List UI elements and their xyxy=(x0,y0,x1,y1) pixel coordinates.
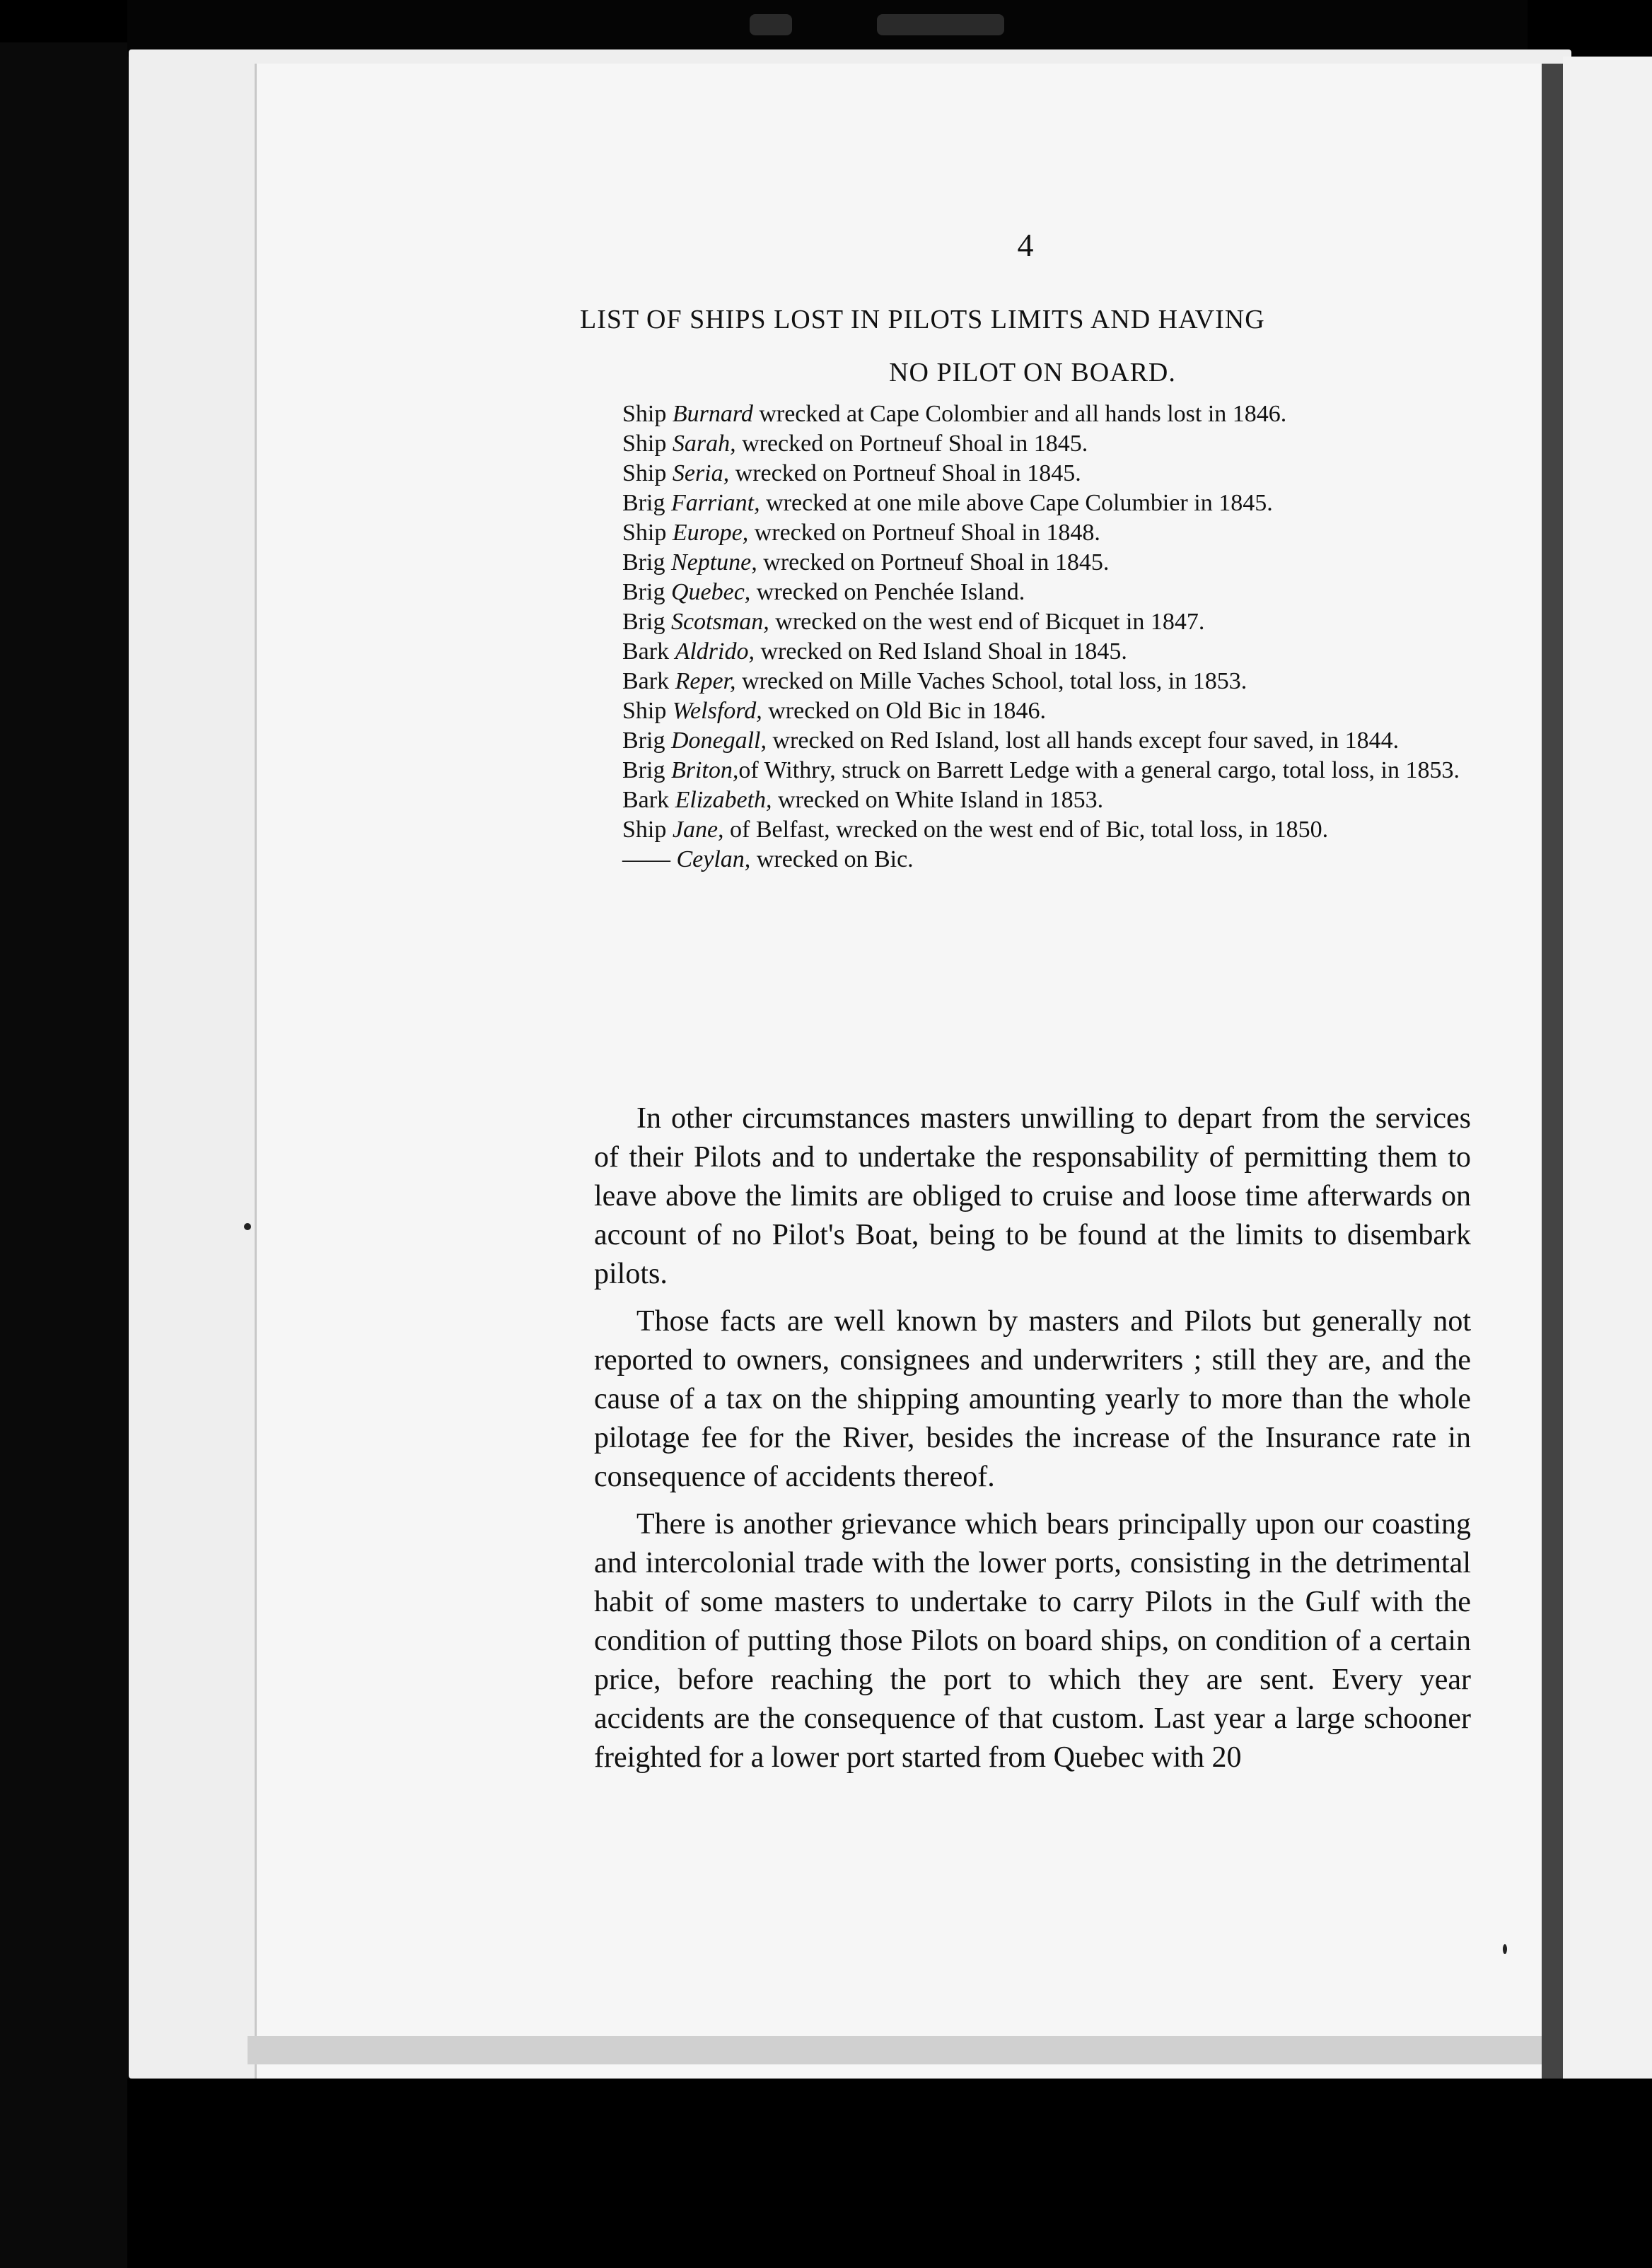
vessel-name: Elizabeth, xyxy=(675,787,772,813)
wreck-entry xyxy=(594,756,1471,785)
wreck-entry xyxy=(594,489,1471,518)
wreck-detail: wrecked on Penchée Island. xyxy=(750,579,1025,605)
vessel-type: Brig xyxy=(622,757,665,783)
list-heading-line-1: LIST OF SHIPS LOST IN PILOTS LIMITS AND HAVING xyxy=(580,305,1265,334)
wreck-entry xyxy=(594,726,1471,756)
vessel-name: Burnard xyxy=(672,401,753,427)
wreck-detail: wrecked on Bic. xyxy=(750,846,914,872)
paragraph: In other circumstances masters unwilling to depart from the services of their Pilots and to undertake the responsability of permitting them to leave above the limits are obliged to cruise and loose time afterwards on account of no Pilot's Boat, being to be found at the limits to disembark pilots. xyxy=(594,1102,1471,1290)
wreck-entry xyxy=(594,548,1471,578)
wreck-detail: wrecked on Old Bic in 1846. xyxy=(762,698,1047,724)
top-binding-strip xyxy=(127,0,1528,57)
wreck-list xyxy=(594,399,1471,875)
wreck-detail: wrecked on Mille Vaches School, total loss, in 1853. xyxy=(735,668,1247,694)
vessel-name: Donegall, xyxy=(670,727,767,754)
wreck-entry xyxy=(594,607,1471,637)
vessel-type: Bark xyxy=(622,668,670,694)
vessel-type: Brig xyxy=(622,727,665,754)
wreck-detail: wrecked at Cape Colombier and all hands lost in 1846. xyxy=(752,401,1287,427)
wreck-detail: wrecked on Red Island Shoal in 1845. xyxy=(755,638,1127,665)
ink-spot xyxy=(244,1223,251,1230)
page-bottom-shadow xyxy=(248,2036,1549,2064)
wreck-entry xyxy=(594,815,1471,845)
wreck-entry xyxy=(594,399,1471,429)
wreck-detail: wrecked on Portneuf Shoal in 1848. xyxy=(748,520,1100,546)
vessel-name: Europe, xyxy=(672,520,749,546)
wreck-entry xyxy=(594,785,1471,815)
wreck-entry xyxy=(594,845,1471,875)
vessel-type: Ship xyxy=(622,817,667,843)
wreck-detail: wrecked on Red Island, lost all hands except four saved, in 1844. xyxy=(767,727,1400,754)
wreck-entry xyxy=(594,429,1471,459)
wreck-entry xyxy=(594,637,1471,667)
ink-spot xyxy=(1503,1944,1507,1954)
wreck-detail: wrecked on Portneuf Shoal in 1845. xyxy=(729,460,1081,486)
wreck-detail: wrecked at one mile above Cape Columbier in 1845. xyxy=(760,490,1273,516)
wreck-detail: wrecked on White Island in 1853. xyxy=(772,787,1104,813)
paragraph: There is another grievance which bears principally upon our coasting and intercolonial trade with the lower ports, consisting in the detrimental habit of some masters to undertake to carry Pilots in the Gulf with the condition of putting those Pilots on board ships, on condition of a certain price, before reaching the port to which they are sent. Every year accidents are the consequence of that custom. Last year a large schooner freighted for a lower port started from Quebec with 20 xyxy=(594,1508,1471,1774)
vessel-name: Reper, xyxy=(675,668,736,694)
wreck-entry xyxy=(594,459,1471,489)
vessel-name: Sarah, xyxy=(672,431,736,457)
page-number: 4 xyxy=(1017,227,1034,263)
wreck-detail: of Belfast, wrecked on the west end of Bic, total loss, in 1850. xyxy=(723,817,1329,843)
wreck-detail: of Withry, struck on Barrett Ledge with a general cargo, total loss, in 1853. xyxy=(738,757,1460,783)
vessel-type: Brig xyxy=(622,609,665,635)
vessel-name: Ceylan, xyxy=(676,846,751,872)
left-margin xyxy=(0,42,134,2268)
vessel-type: Brig xyxy=(622,490,665,516)
vessel-type: Brig xyxy=(622,579,665,605)
wreck-entry xyxy=(594,518,1471,548)
vessel-name: Scotsman, xyxy=(670,609,769,635)
vessel-type: Ship xyxy=(622,520,667,546)
paragraph: Those facts are well known by masters and Pilots but generally not reported to owners, consignees and underwriters ; still they are, and the cause of a tax on the shipping amounting yearly to more than the whole pilotage fee for the River, besides the increase of the Insurance rate in consequence of accidents thereof. xyxy=(594,1305,1471,1493)
vessel-name: Briton, xyxy=(670,757,739,783)
wreck-entry xyxy=(594,696,1471,726)
binding-mark xyxy=(750,14,792,35)
gutter-band xyxy=(1542,64,1563,2079)
vessel-name: Seria, xyxy=(672,460,730,486)
binding-mark xyxy=(877,14,1004,35)
vessel-type: Ship xyxy=(622,460,667,486)
vessel-type: Brig xyxy=(622,549,665,575)
vessel-type: Ship xyxy=(622,431,667,457)
list-heading-line-2: NO PILOT ON BOARD. xyxy=(889,358,1176,387)
vessel-name: Aldrido, xyxy=(675,638,755,665)
vessel-type: Bark xyxy=(622,638,670,665)
wreck-entry xyxy=(594,667,1471,696)
vessel-name: Neptune, xyxy=(670,549,757,575)
wreck-detail: wrecked on the west end of Bicquet in 1847. xyxy=(769,609,1205,635)
wreck-detail: wrecked on Portneuf Shoal in 1845. xyxy=(735,431,1088,457)
vessel-name: Jane, xyxy=(672,817,724,843)
vessel-type: —— xyxy=(622,846,670,872)
wreck-entry xyxy=(594,578,1471,607)
vessel-name: Farriant, xyxy=(670,490,760,516)
vessel-type: Ship xyxy=(622,698,667,724)
adjacent-page xyxy=(1563,57,1652,2079)
wreck-detail: wrecked on Portneuf Shoal in 1845. xyxy=(757,549,1110,575)
vessel-type: Ship xyxy=(622,401,667,427)
vessel-name: Quebec, xyxy=(670,579,751,605)
vessel-type: Bark xyxy=(622,787,670,813)
body-text xyxy=(594,1099,1471,1777)
bottom-binding-strip xyxy=(127,2079,1652,2268)
vessel-name: Welsford, xyxy=(672,698,762,724)
